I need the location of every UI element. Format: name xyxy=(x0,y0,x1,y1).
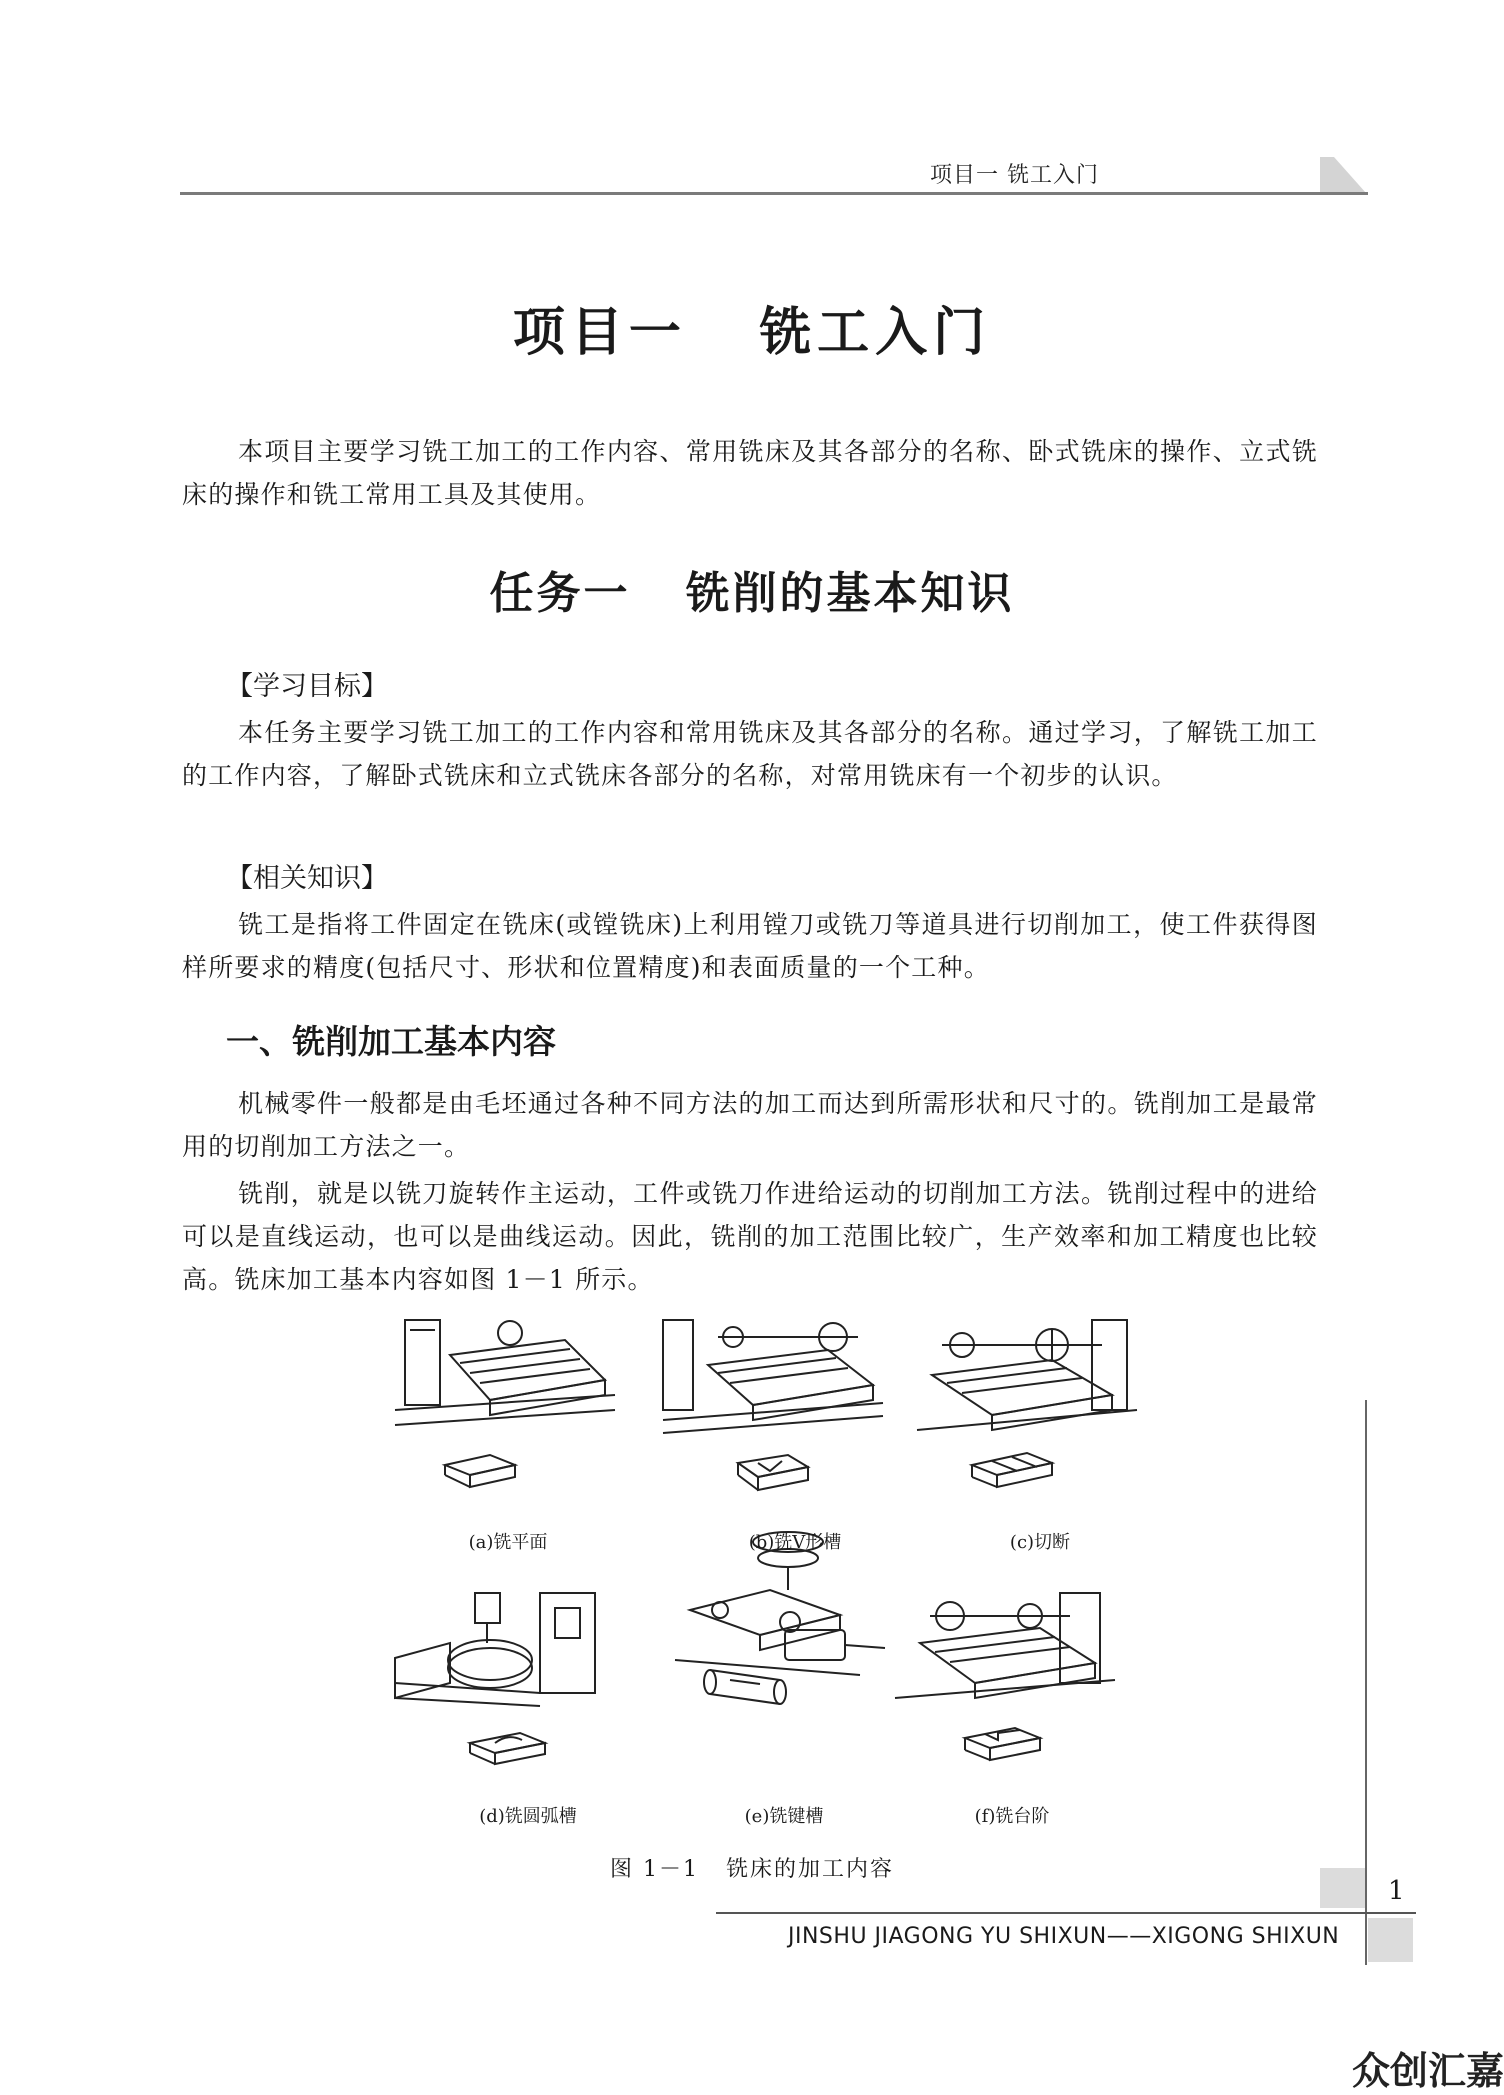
footer-gray-box xyxy=(1320,1868,1365,1908)
learning-goals-text: 本任务主要学习铣工加工的工作内容和常用铣床及其各部分的名称。通过学习，了解铣工加工的工作内容，了解卧式铣床和立式铣床各部分的名称，对常用铣床有一个初步的认识。 xyxy=(182,718,1318,790)
related-knowledge-text: 铣工是指将工件固定在铣床(或镗铣床)上利用镗刀或铣刀等道具进行切削加工，使工件获得图样所要求的精度(包括尺寸、形状和位置精度)和表面质量的一个工种。 xyxy=(182,910,1318,982)
watermark-text: 众创汇嘉 xyxy=(1352,2049,1504,2093)
milling-v-groove-illustration xyxy=(658,1315,888,1495)
project-title: 项目一 铣工入门 xyxy=(512,303,992,363)
section-paragraph-1: 机械零件一般都是由毛坯通过各种不同方法的加工而达到所需形状和尺寸的。铣削加工是最常用的切削加工方法之一。 xyxy=(182,1089,1318,1161)
section-heading: 一、铣削加工基本内容 xyxy=(226,1022,556,1061)
page-number: 1 xyxy=(1388,1876,1405,1906)
task-title: 任务一 铣削的基本知识 xyxy=(489,568,1015,619)
learning-goals-label: 【学习目标】 xyxy=(226,671,388,702)
milling-step-illustration xyxy=(890,1588,1120,1768)
milling-keyway-illustration xyxy=(670,1530,900,1710)
milling-arc-groove-illustration xyxy=(390,1588,620,1768)
figure-caption: 图 1－1 铣床的加工内容 xyxy=(610,1857,894,1882)
cutting-off-illustration xyxy=(912,1315,1142,1495)
subcaption-a: (a)铣平面 xyxy=(468,1532,548,1553)
section-paragraph-2: 铣削，就是以铣刀旋转作主运动，工件或铣刀作进给运动的切削加工方法。铣削过程中的进给可以是直线运动，也可以是曲线运动。因此，铣削的加工范围比较广，生产效率和加工精度也比较高。铣床加工基本内容如图 1－1 所示。 xyxy=(182,1179,1318,1294)
related-knowledge-label: 【相关知识】 xyxy=(226,863,388,894)
milling-flat-illustration xyxy=(390,1315,620,1495)
subcaption-b: (b)铣V形槽 xyxy=(748,1532,842,1553)
subcaption-c: (c)切断 xyxy=(1009,1532,1071,1553)
intro-paragraph: 本项目主要学习铣工加工的工作内容、常用铣床及其各部分的名称、卧式铣床的操作、立式铣床的操作和铣工常用工具及其使用。 xyxy=(182,437,1318,509)
footer-gray-box-lower xyxy=(1368,1918,1413,1962)
header-ornament xyxy=(1320,157,1366,193)
footer-rule xyxy=(716,1912,1416,1914)
subcaption-f: (f)铣台阶 xyxy=(974,1806,1050,1827)
footer-vertical-rule xyxy=(1365,1400,1367,1965)
header-rule xyxy=(180,192,1368,195)
subcaption-e: (e)铣键槽 xyxy=(744,1806,824,1827)
running-header-title: 项目一 铣工入门 xyxy=(930,163,1099,188)
subcaption-d: (d)铣圆弧槽 xyxy=(479,1806,577,1827)
footer-series-title: JINSHU JIAGONG YU SHIXUN——XIGONG SHIXUN xyxy=(788,1924,1340,1949)
